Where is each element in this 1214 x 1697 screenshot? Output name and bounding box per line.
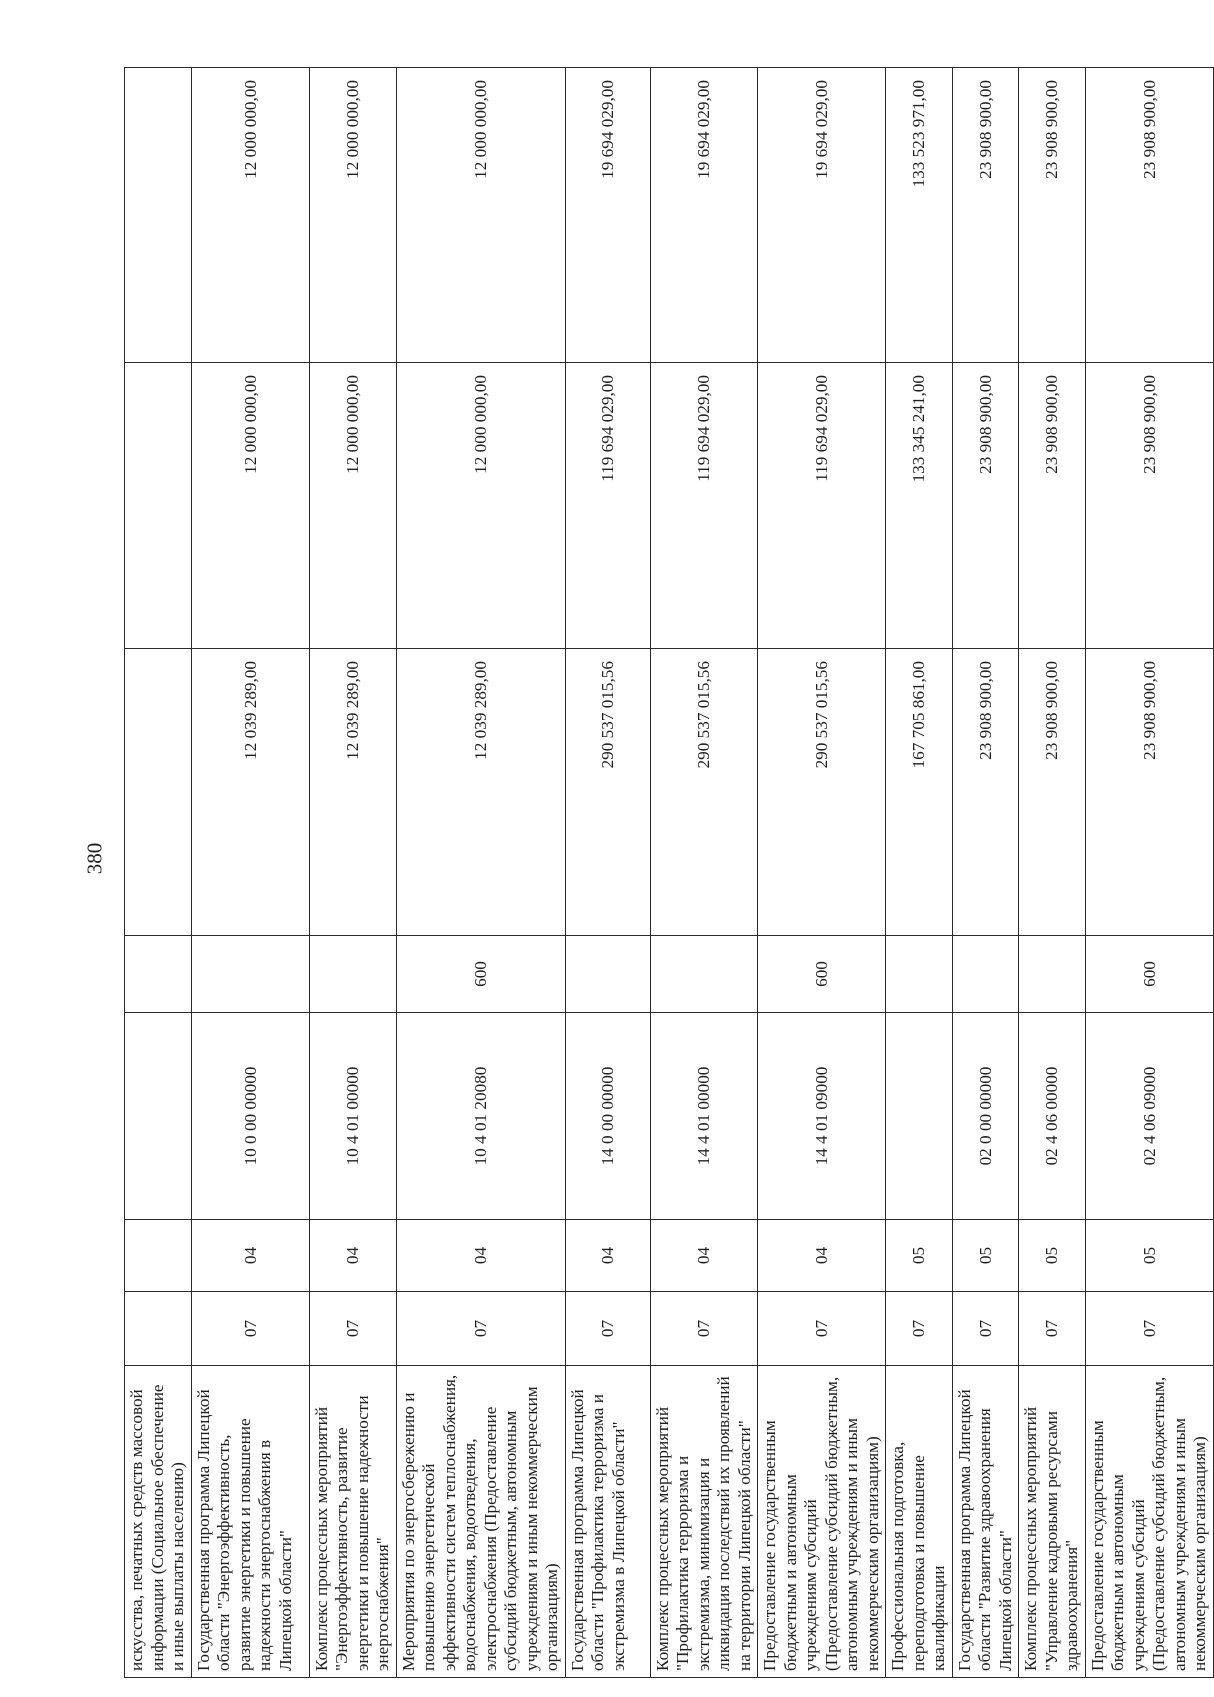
amount-year1-cell (125, 649, 192, 936)
amount-year1-cell: 12 039 289,00 (191, 649, 309, 936)
target-article-cell: 02 0 00 00000 (952, 1013, 1019, 1220)
amount-year1-cell: 12 039 289,00 (309, 649, 396, 936)
target-article-cell: 14 0 00 00000 (565, 1013, 650, 1220)
amount-year3-cell (125, 68, 192, 363)
amount-year1-cell: 12 039 289,00 (396, 649, 565, 936)
table-row (125, 68, 192, 1678)
target-article-cell: 02 4 06 09000 (1085, 1013, 1213, 1220)
section-code-cell: 07 (396, 1292, 565, 1366)
row-name-cell: Государственная программа Липецкой области "Развитие здравоохранения Липецкой области" (952, 1366, 1019, 1678)
target-article-cell (125, 1013, 192, 1220)
expense-type-cell: 600 (396, 936, 565, 1013)
target-article-cell: 02 4 06 00000 (1019, 1013, 1086, 1220)
section-code-cell: 07 (758, 1292, 886, 1366)
amount-year2-cell (125, 363, 192, 649)
amount-year2-cell: 23 908 900,00 (1085, 363, 1213, 649)
amount-year2-cell: 133 345 241,00 (886, 363, 953, 649)
row-name-cell: Мероприятия по энергосбережению и повышению энергетической эффективности систем теплоснабжения, водоснабжения, водоотведения, электроснабжения (Предоставление субсидий бюджетным, автономным учреждениям и иным некоммерческим организациям) (396, 1366, 565, 1678)
row-name-cell: Комплекс процессных мероприятий "Управление кадровыми ресурсами здравоохранения" (1019, 1366, 1086, 1678)
expense-type-cell (650, 936, 758, 1013)
expense-type-cell (191, 936, 309, 1013)
amount-year2-cell: 23 908 900,00 (1019, 363, 1086, 649)
page-number: 380 (82, 842, 107, 875)
amount-year2-cell: 119 694 029,00 (565, 363, 650, 649)
amount-year3-cell: 12 000 000,00 (191, 68, 309, 363)
section-code-cell: 07 (191, 1292, 309, 1366)
amount-year3-cell: 23 908 900,00 (1085, 68, 1213, 363)
subsection-code-cell: 05 (886, 1220, 953, 1292)
target-article-cell: 10 4 01 20080 (396, 1013, 565, 1220)
row-name-cell: искусства, печатных средств массовой информации (Социальное обеспечение и иные выплаты населению) (125, 1366, 192, 1678)
row-name-cell: Комплекс процессных мероприятий "Энергоэффективность, развитие энергетики и повышение надежности энергоснабжения" (309, 1366, 396, 1678)
amount-year3-cell: 19 694 029,00 (565, 68, 650, 363)
amount-year2-cell: 23 908 900,00 (952, 363, 1019, 649)
target-article-cell: 10 0 00 00000 (191, 1013, 309, 1220)
subsection-code-cell: 05 (952, 1220, 1019, 1292)
row-name-cell: Предоставление государственным бюджетным и автономным учреждениям субсидий (Предоставление субсидий бюджетным, автономным учреждениям и иным некоммерческим организациям) (1085, 1366, 1213, 1678)
table-row (1085, 68, 1213, 1678)
subsection-code-cell: 04 (758, 1220, 886, 1292)
amount-year1-cell: 23 908 900,00 (1019, 649, 1086, 936)
subsection-code-cell: 05 (1019, 1220, 1086, 1292)
amount-year1-cell: 167 705 861,00 (886, 649, 953, 936)
budget-table (124, 67, 1214, 1678)
section-code-cell: 07 (952, 1292, 1019, 1366)
row-name-cell: Комплекс процессных мероприятий "Профилактика терроризма и экстремизма, минимизация и ликвидация последствий их проявлений на территории Липецкой области" (650, 1366, 758, 1678)
expense-type-cell (125, 936, 192, 1013)
table-row (1019, 68, 1086, 1678)
amount-year3-cell: 133 523 971,00 (886, 68, 953, 363)
row-name-cell: Государственная программа Липецкой области "Профилактика терроризма и экстремизма в Липецкой области" (565, 1366, 650, 1678)
section-code-cell: 07 (886, 1292, 953, 1366)
section-code-cell: 07 (565, 1292, 650, 1366)
amount-year1-cell: 23 908 900,00 (1085, 649, 1213, 936)
amount-year2-cell: 119 694 029,00 (650, 363, 758, 649)
subsection-code-cell: 05 (1085, 1220, 1213, 1292)
table-row (952, 68, 1019, 1678)
subsection-code-cell: 04 (396, 1220, 565, 1292)
section-code-cell: 07 (650, 1292, 758, 1366)
amount-year2-cell: 12 000 000,00 (396, 363, 565, 649)
subsection-code-cell: 04 (309, 1220, 396, 1292)
table-row (309, 68, 396, 1678)
amount-year2-cell: 119 694 029,00 (758, 363, 886, 649)
row-name-cell: Профессиональная подготовка, переподготовка и повышение квалификации (886, 1366, 953, 1678)
expense-type-cell (309, 936, 396, 1013)
row-name-cell: Государственная программа Липецкой области "Энергоэффективность, развитие энергетики и повышение надежности энергоснабжения в Липецкой области" (191, 1366, 309, 1678)
amount-year2-cell: 12 000 000,00 (309, 363, 396, 649)
table-row (886, 68, 953, 1678)
amount-year3-cell: 12 000 000,00 (396, 68, 565, 363)
amount-year3-cell: 19 694 029,00 (650, 68, 758, 363)
amount-year1-cell: 290 537 015,56 (758, 649, 886, 936)
expense-type-cell (886, 936, 953, 1013)
rotated-table-wrapper (124, 68, 1209, 1678)
target-article-cell: 14 4 01 00000 (650, 1013, 758, 1220)
subsection-code-cell: 04 (191, 1220, 309, 1292)
table-body (125, 68, 1214, 1678)
amount-year3-cell: 23 908 900,00 (952, 68, 1019, 363)
target-article-cell: 14 4 01 09000 (758, 1013, 886, 1220)
expense-type-cell (1019, 936, 1086, 1013)
amount-year1-cell: 290 537 015,56 (565, 649, 650, 936)
amount-year1-cell: 23 908 900,00 (952, 649, 1019, 936)
table-row (565, 68, 650, 1678)
amount-year1-cell: 290 537 015,56 (650, 649, 758, 936)
amount-year3-cell: 23 908 900,00 (1019, 68, 1086, 363)
section-code-cell (125, 1292, 192, 1366)
target-article-cell: 10 4 01 00000 (309, 1013, 396, 1220)
expense-type-cell (565, 936, 650, 1013)
section-code-cell: 07 (1085, 1292, 1213, 1366)
subsection-code-cell (125, 1220, 192, 1292)
row-name-cell: Предоставление государственным бюджетным и автономным учреждениям субсидий (Предоставление субсидий бюджетным, автономным учреждениям и иным некоммерческим организациям) (758, 1366, 886, 1678)
section-code-cell: 07 (1019, 1292, 1086, 1366)
amount-year3-cell: 12 000 000,00 (309, 68, 396, 363)
subsection-code-cell: 04 (650, 1220, 758, 1292)
table-row (758, 68, 886, 1678)
amount-year2-cell: 12 000 000,00 (191, 363, 309, 649)
section-code-cell: 07 (309, 1292, 396, 1366)
subsection-code-cell: 04 (565, 1220, 650, 1292)
expense-type-cell: 600 (758, 936, 886, 1013)
expense-type-cell: 600 (1085, 936, 1213, 1013)
table-row (396, 68, 565, 1678)
expense-type-cell (952, 936, 1019, 1013)
table-row (191, 68, 309, 1678)
amount-year3-cell: 19 694 029,00 (758, 68, 886, 363)
table-row (650, 68, 758, 1678)
target-article-cell (886, 1013, 953, 1220)
